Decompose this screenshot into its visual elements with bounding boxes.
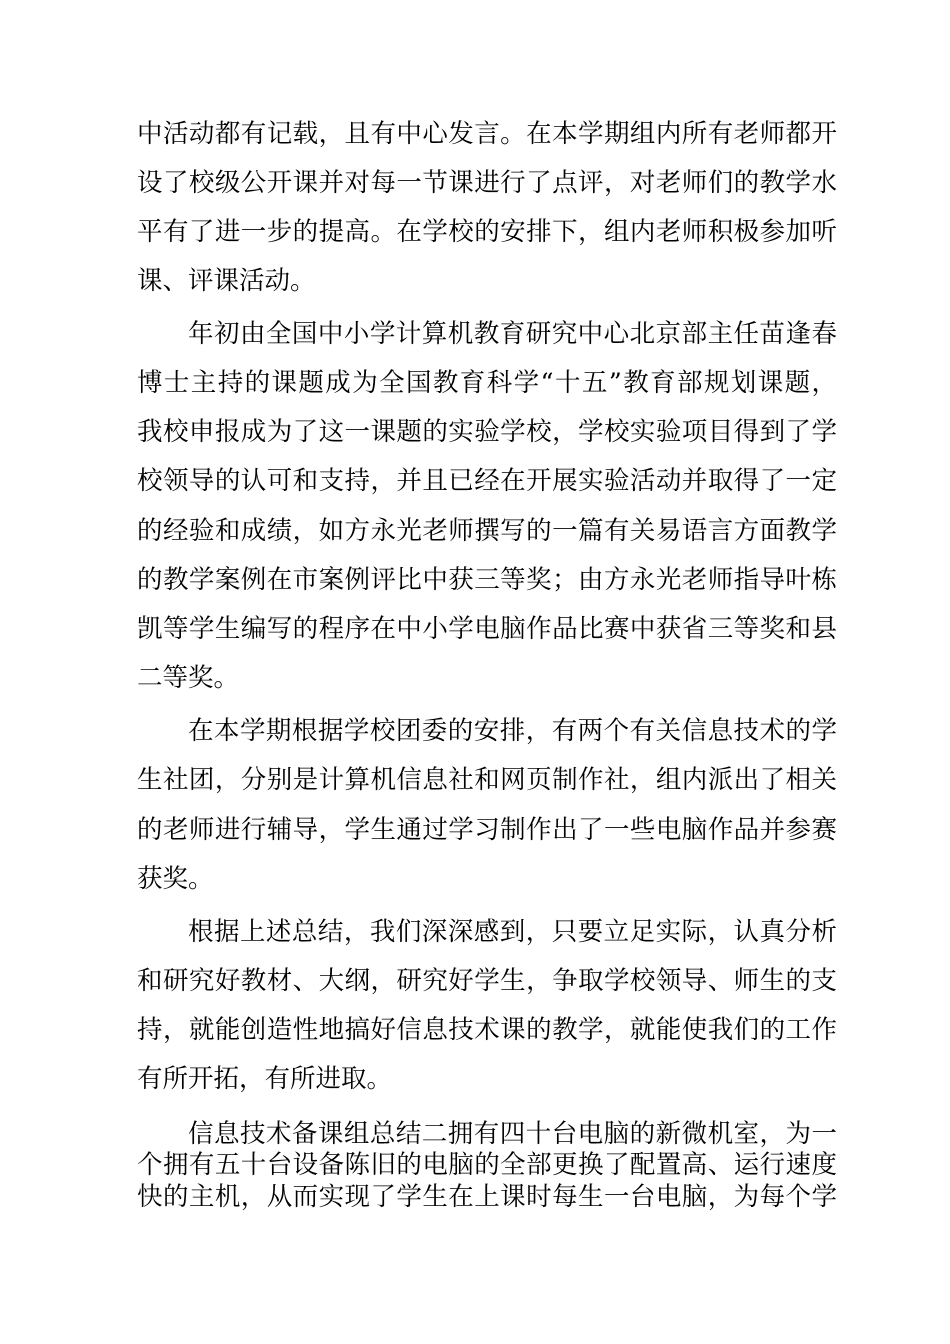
text-line: 校领导的认可和支持，并且已经在开展实验活动并取得了一定 bbox=[137, 466, 837, 496]
text-line: 持，就能创造性地搞好信息技术课的教学，就能使我们的工作 bbox=[137, 1015, 837, 1045]
text-line: 的教学案例在市案例评比中获三等奖；由方永光老师指导叶栋 bbox=[137, 565, 837, 595]
text-line: 博士主持的课题成为全国教育科学“十五”教育部规划课题， bbox=[137, 368, 837, 398]
text-line: 和研究好教材、大纲，研究好学生，争取学校领导、师生的支 bbox=[137, 966, 837, 996]
text-line: 课、评课活动。 bbox=[137, 266, 316, 296]
text-line: 个拥有五十台设备陈旧的电脑的全部更换了配置高、运行速度 bbox=[137, 1150, 837, 1180]
text-line: 快的主机，从而实现了学生在上课时每生一台电脑，为每个学 bbox=[137, 1182, 837, 1212]
text-line: 二等奖。 bbox=[137, 663, 240, 693]
text-line: 设了校级公开课并对每一节课进行了点评，对老师们的教学水 bbox=[137, 168, 837, 198]
text-line: 有所开拓，有所进取。 bbox=[137, 1064, 393, 1094]
text-line: 我校申报成为了这一课题的实验学校，学校实验项目得到了学 bbox=[137, 417, 837, 447]
text-line: 中活动都有记载，且有中心发言。在本学期组内所有老师都开 bbox=[137, 119, 837, 149]
text-line: 信息技术备课组总结二拥有四十台电脑的新微机室，为一 bbox=[188, 1119, 837, 1149]
text-line: 年初由全国中小学计算机教育研究中心北京部主任苗逢春 bbox=[188, 319, 837, 349]
text-line: 根据上述总结，我们深深感到，只要立足实际，认真分析 bbox=[188, 917, 837, 947]
text-line: 凯等学生编写的程序在中小学电脑作品比赛中获省三等奖和县 bbox=[137, 614, 837, 644]
text-line: 生社团，分别是计算机信息社和网页制作社，组内派出了相关 bbox=[137, 765, 837, 795]
text-line: 平有了进一步的提高。在学校的安排下，组内老师积极参加听 bbox=[137, 217, 837, 247]
text-line: 在本学期根据学校团委的安排，有两个有关信息技术的学 bbox=[188, 716, 837, 746]
text-line: 获奖。 bbox=[137, 864, 214, 894]
text-line: 的老师进行辅导，学生通过学习制作出了一些电脑作品并参赛 bbox=[137, 815, 837, 845]
text-line: 的经验和成绩，如方永光老师撰写的一篇有关易语言方面教学 bbox=[137, 516, 837, 546]
